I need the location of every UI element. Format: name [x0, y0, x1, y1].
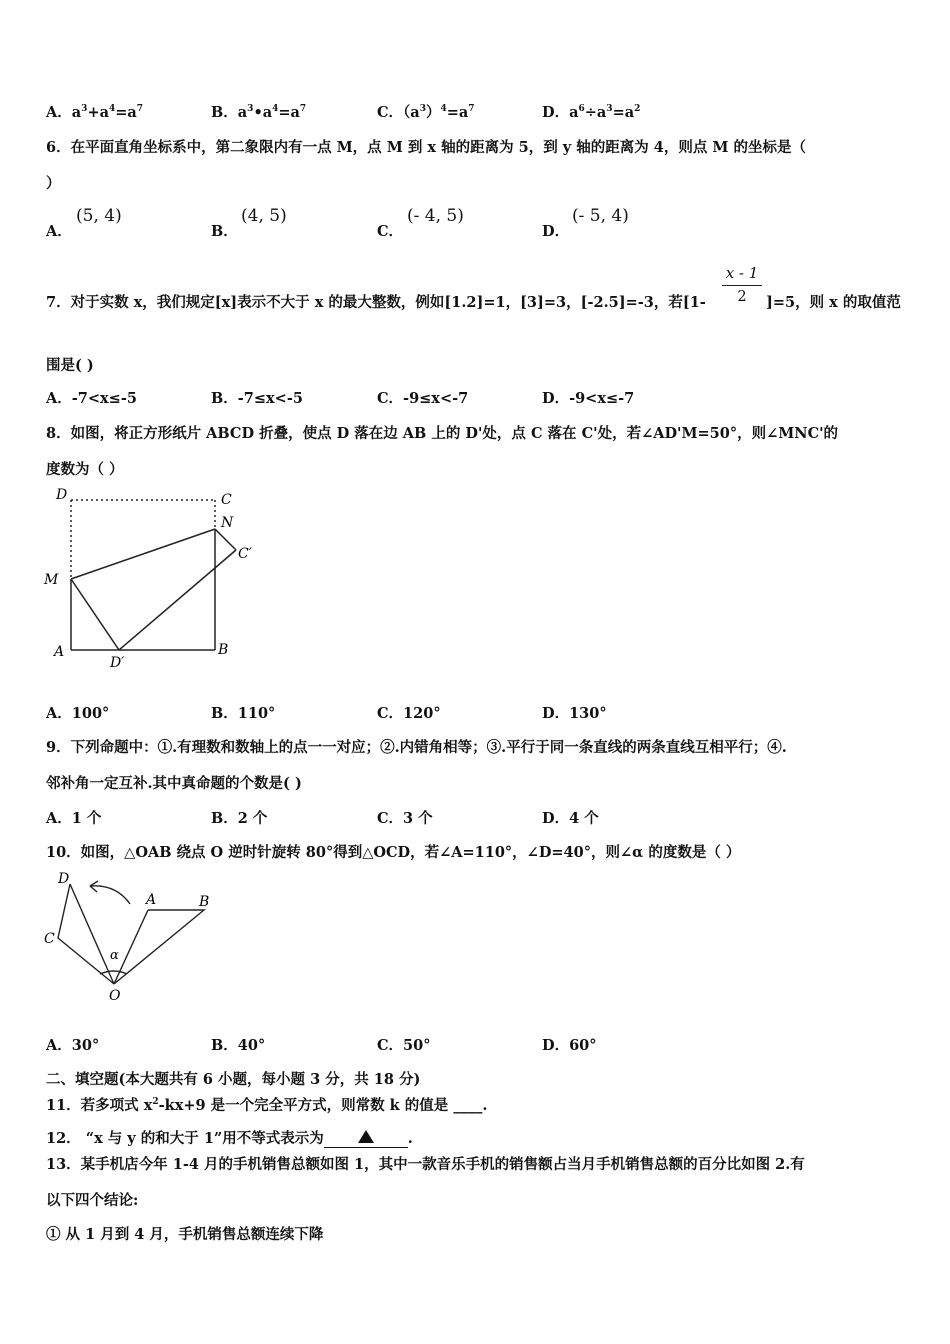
q8-line-dc [119, 550, 236, 650]
q8-label-b: B [218, 642, 229, 658]
q10-figure [38, 866, 228, 1006]
q7-fraction-denominator: 2 [737, 289, 747, 305]
q10-label-alpha: α [110, 948, 119, 963]
q9-option-a: A．1 个 [46, 810, 102, 827]
q8-option-a: A．100° [46, 705, 110, 722]
q8-figure [40, 484, 270, 674]
q10-triangle-ocd [58, 884, 114, 984]
q8-label-c-prime: C′ [238, 546, 252, 562]
q13-conclusion-1: ① 从 1 月到 4 月，手机销售总额连续下降 [46, 1226, 324, 1243]
q11-stem: 11．若多项式 $x^2-kx+9$ 是一个完全平方式，则常数 k 的值是 ____. [46, 1097, 488, 1114]
section-fill-in-heading: 二、填空题(本大题共有 6 小题，每小题 3 分，共 18 分) [46, 1071, 421, 1088]
q6-option-a-value: (5, 4) [76, 206, 122, 226]
q7-option-d: D．-9<x≤-7 [542, 390, 635, 407]
q6-stem-line2: ） [46, 175, 61, 192]
q5-option-a: A．$a^3+a^4=a^7$ [46, 104, 144, 121]
q6-stem-line1: 6．在平面直角坐标系中，第二象限内有一点 M，点 M 到 x 轴的距离为 5，到 y 轴的距离为 4，则点 M 的坐标是（ [46, 139, 807, 156]
q8-figure-lines [71, 500, 236, 650]
q9-option-c: C．3 个 [377, 810, 433, 827]
q10-label-c: C [44, 931, 55, 947]
q10-label-b: B [199, 894, 210, 910]
q10-stem-line1: 10．如图，△OAB 绕点 O 逆时针旋转 80°得到△OCD，若∠A=110°，∠D=40°，则∠α 的度数是（ ） [46, 844, 741, 861]
q8-stem-line2: 度数为（ ） [46, 461, 124, 478]
q7-stem-line2: 围是( ) [46, 357, 94, 374]
q9-stem-line2: 邻补角一定互补.其中真命题的个数是( ) [46, 775, 302, 792]
q6-option-c-value: (- 4, 5) [407, 206, 464, 226]
q10-option-b: B．40° [211, 1037, 266, 1054]
q5-option-c: C．$(a^3)^4=a^7$ [377, 104, 475, 121]
q7-option-c: C．-9≤x<-7 [377, 390, 469, 407]
q13-stem-line2: 以下四个结论: [46, 1192, 139, 1209]
q8-label-d: D [56, 487, 68, 503]
q8-line-mn [71, 529, 215, 579]
q10-triangle-oab [114, 910, 204, 984]
q8-line-md [71, 579, 119, 650]
q6-option-a-letter: A． [46, 223, 72, 240]
triangle-icon [358, 1130, 374, 1143]
q7-fraction-bar [722, 285, 762, 286]
q8-label-m: M [44, 572, 59, 588]
q10-angle-arc [100, 971, 127, 974]
q8-label-n: N [221, 515, 234, 531]
q8-label-c: C [221, 492, 232, 508]
q12-answer-blank [324, 1130, 408, 1148]
q10-option-d: D．60° [542, 1037, 597, 1054]
q7-option-a: A．-7<x≤-5 [46, 390, 137, 407]
q10-label-a: A [146, 892, 157, 908]
q10-option-a: A．30° [46, 1037, 100, 1054]
q7-fraction-numerator: x - 1 [725, 264, 759, 282]
q8-label-d-prime: D′ [110, 655, 125, 671]
q9-option-b: B．2 个 [211, 810, 268, 827]
q10-label-o: O [109, 988, 121, 1004]
q6-option-b-letter: B． [211, 223, 238, 240]
q8-option-d: D．130° [542, 705, 607, 722]
q7-option-b: B．-7≤x<-5 [211, 390, 303, 407]
q5-option-d: D．$a^6\div a^3=a^2$ [542, 104, 641, 121]
q8-line-nc [215, 529, 236, 550]
q6-option-d-letter: D． [542, 223, 570, 240]
q7-stem-pre: 7．对于实数 x，我们规定[x]表示不大于 x 的最大整数，例如[1.2]=1，[3]=3，[-2.5]=-3，若[1- [46, 294, 706, 311]
q7-fraction [722, 264, 762, 305]
q6-option-d-value: (- 5, 4) [572, 206, 629, 226]
q6-option-b-value: (4, 5) [241, 206, 287, 226]
q9-stem-line1: 9．下列命题中：①.有理数和数轴上的点一一对应；②.内错角相等；③.平行于同一条直线的两条直线互相平行；④. [46, 739, 787, 756]
q13-stem-line1: 13．某手机店今年 1-4 月的手机销售总额如图 1，其中一款音乐手机的销售额占当月手机销售总额的百分比如图 2.有 [46, 1156, 805, 1173]
q10-option-c: C．50° [377, 1037, 431, 1054]
q8-label-a: A [54, 644, 65, 660]
q10-rotation-arrow [90, 886, 130, 904]
q8-option-b: B．110° [211, 705, 276, 722]
q8-stem-line1: 8．如图，将正方形纸片 ABCD 折叠，使点 D 落在边 AB 上的 D'处，点 C 落在 C'处，若∠AD'M=50°，则∠MNC'的 [46, 425, 839, 442]
q8-option-c: C．120° [377, 705, 441, 722]
q7-stem-post: ]=5，则 x 的取值范 [766, 294, 901, 311]
q10-label-d: D [58, 871, 70, 887]
q6-option-c-letter: C． [377, 223, 404, 240]
q12-stem: 12． “x 与 y 的和大于 1”用不等式表示为 . [46, 1130, 413, 1147]
q5-option-b: B．$a^3•a^4=a^7$ [211, 104, 307, 121]
q9-option-d: D．4 个 [542, 810, 599, 827]
